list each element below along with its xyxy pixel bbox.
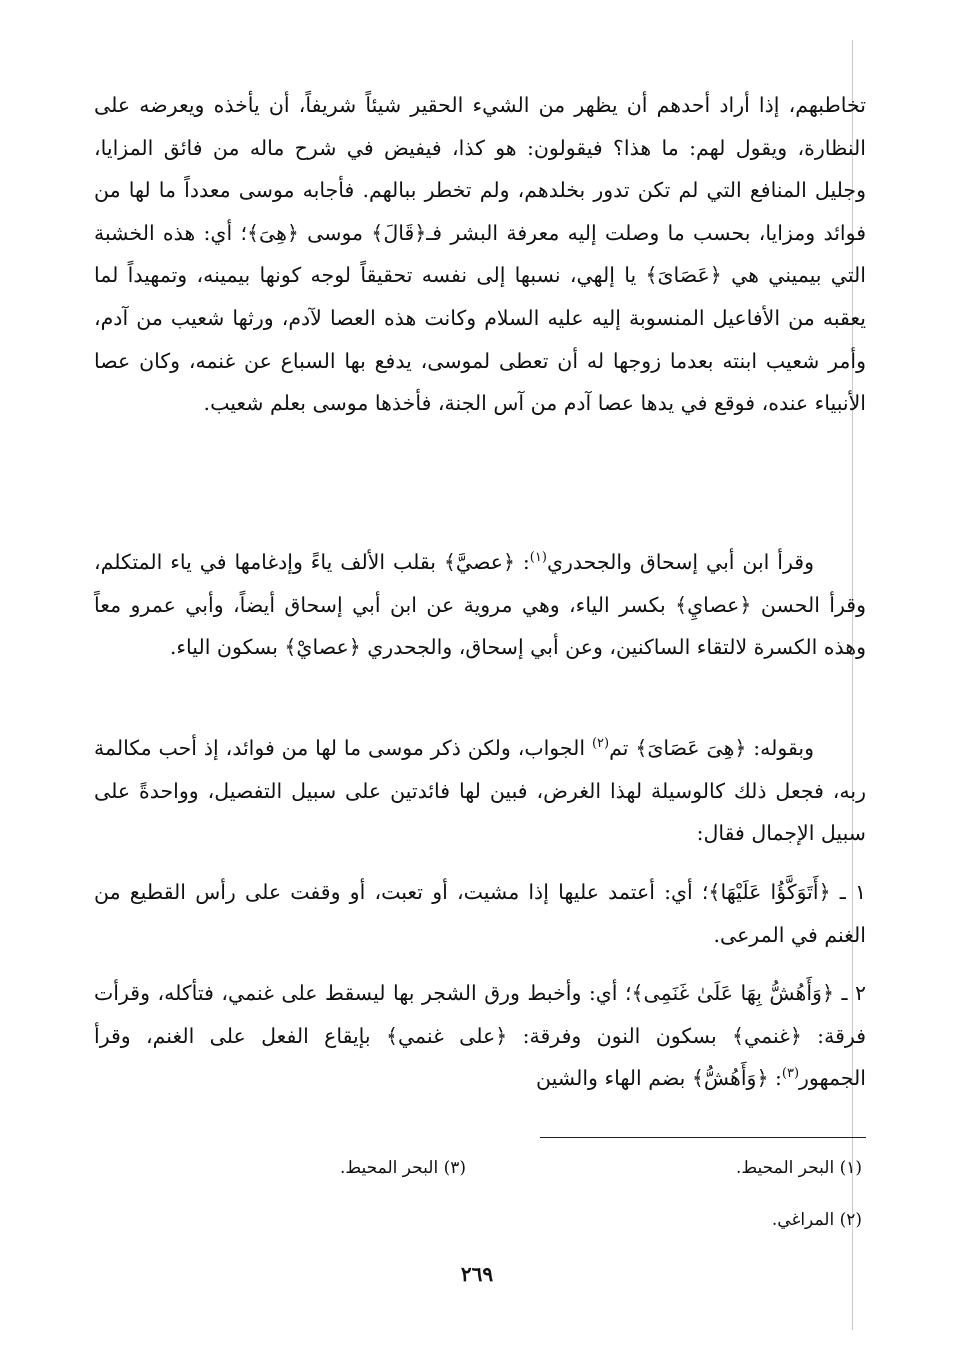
footnote-3: (٣) البحر المحيط. xyxy=(340,1158,466,1178)
footnote-ref-3[interactable]: (٣) xyxy=(781,1066,800,1082)
paragraph-3-part-a: وبقوله: ﴿هِىَ عَصَاىَ﴾ تم xyxy=(609,736,814,760)
paragraph-5 xyxy=(94,972,866,1100)
footnote-1: (١) البحر المحيط. xyxy=(736,1158,862,1178)
paragraph-2-part-a: وقرأ ابن أبي إسحاق والجحدري xyxy=(546,550,814,574)
paragraph-2-part-b: : ﴿عصيَّ﴾ بقلب الألف ياءً وإدغامها في ياء المتكلم، وقرأ الحسن ﴿عصايِ﴾ بكسر الياء، وهي مروية عن ابن أبي إسحاق أيضاً، وأبي عمرو معاً وهذه الكسرة لالتقاء الساكنين، وعن أبي إسحاق، والجحدري ﴿عصايْ﴾ بسكون الياء. xyxy=(94,550,866,660)
paragraph-3-part-b: الجواب، ولكن ذكر موسى ما لها من فوائد، إذ أحب مكالمة ربه، فجعل ذلك كالوسيلة لهذا الغرض، فبين لها فائدتين على سبيل التفصيل، وواحدةً على سبيل الإجمال فقال: xyxy=(94,736,866,846)
paragraph-5-part-a: ٢ ـ ﴿وَأَهُشُّ بِهَا عَلَىٰ غَنَمِى﴾؛ أي: وأخبط ورق الشجر بها ليسقط على غنمي، فتأكله، وقرأت فرقة: ﴿غنمي﴾ بسكون النون وفرقة: ﴿على غنمي﴾ بإيقاع الفعل على الغنم، وقرأ الجمهور xyxy=(94,981,866,1091)
paragraph-5-part-b: : ﴿وَأَهُشُّ﴾ بضم الهاء والشين xyxy=(536,1066,782,1091)
footnote-2: (٢) المراغي. xyxy=(771,1210,862,1230)
paragraph-4: ١ ـ ﴿أَتَوَكَّؤُا عَلَيْهَا﴾؛ أي: أعتمد عليها إذا مشيت، أو تعبت، أو وقفت على رأس القطيع من الغنم في المرعى. xyxy=(94,880,866,947)
page-number: ٢٦٩ xyxy=(460,1262,494,1286)
paragraph-1: تخاطبهم، إذا أراد أحدهم أن يظهر من الشيء الحقير شيئاً شريفاً، أن يأخذه ويعرضه على النظارة، ويقول لهم: ما هذا؟ فيقولون: هو كذا، فيفيض في شرح ماله من فائق المزايا، وجليل المنافع التي لم تكن تدور بخلدهم، ولم تخطر ببالهم. فأجابه موسى معدداً ما لها من فوائد ومزايا، بحسب ما وصلت إليه معرفة البشر فـ﴿قَالَ﴾ موسى ﴿هِىَ﴾؛ أي: هذه الخشبة التي بيميني هي ﴿عَصَاىَ﴾ يا إلهي، نسبها إلى نفسه تحقيقاً لوجه كونها بيمينه، وتمهيداً لما يعقبه من الأفاعيل المنسوبة إليه عليه السلام وكانت هذه العصا لآدم، ورثها شعيب من آدم، وأمر شعيب ابنته بعدما زوجها له أن تعطى لموسى، يدفع بها السباع عن غنمه، وكان عصا الأنبياء عنده، فوقع في يدها عصا آدم من آس الجنة، فأخذها موسى بعلم شعيب. xyxy=(94,93,866,416)
footnote-ref-1[interactable]: (١) xyxy=(529,550,547,566)
footnote-divider xyxy=(540,1137,866,1138)
paragraph-2 xyxy=(94,541,866,669)
paragraph-3 xyxy=(94,727,866,855)
footnote-ref-2[interactable]: (٢) xyxy=(591,736,610,752)
